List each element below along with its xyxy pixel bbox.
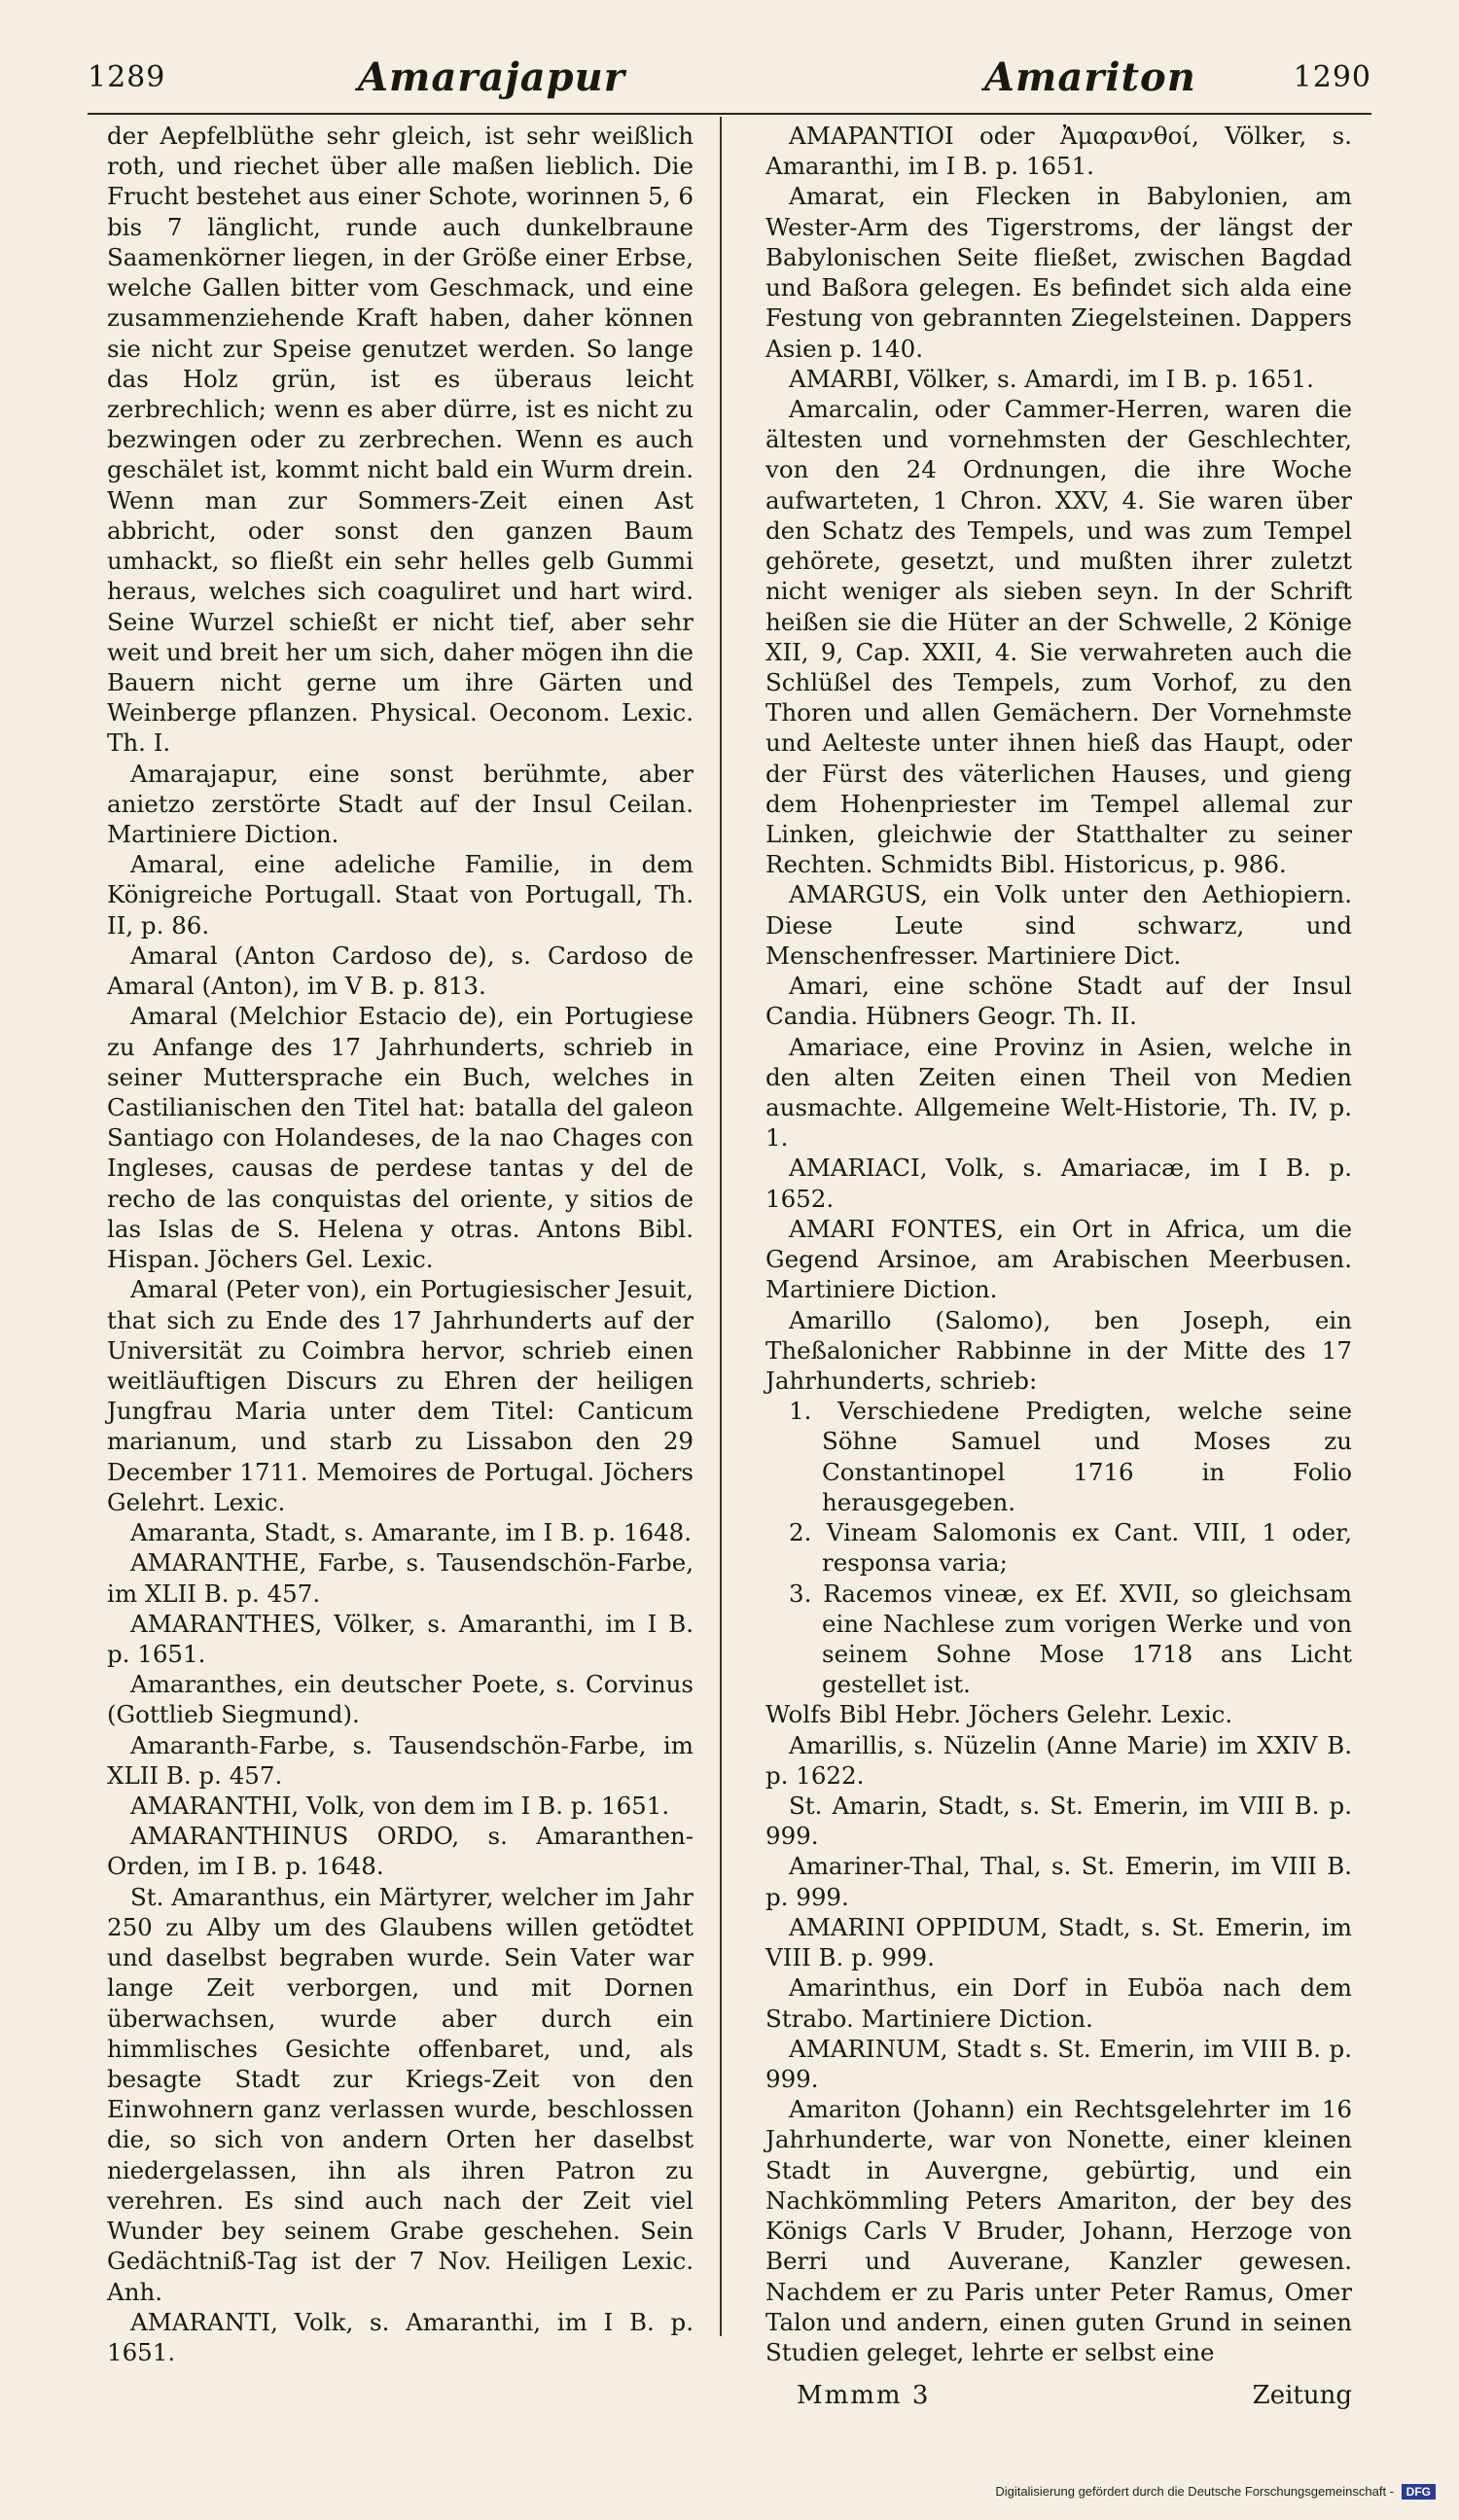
dictionary-entry: Amari, eine schöne Stadt auf der Insul Candia. Hübners Geogr. Th. II. [765,972,1352,1031]
dictionary-entry: Amarillo (Salomo), ben Joseph, ein Theßalonicher Rabbinne in der Mitte des 17 Jahrhunderts, schrieb: [765,1305,1352,1395]
dictionary-entry: AMARANTHI, Volk, von dem im I B. p. 1651. [130,1792,670,1821]
dictionary-entry: AMARBI, Völker, s. Amardi, im I B. p. 1651. [789,364,1314,393]
dictionary-entry: Amarillis, s. Nüzelin (Anne Marie) im XXIV B. p. 1622. [765,1730,1352,1790]
digitization-credit [953,2484,1436,2507]
dictionary-entry: AMARINI OPPIDUM, Stadt, s. St. Emerin, im VIII B. p. 999. [765,1912,1352,1972]
dictionary-entry: AMAPANTIOI oder Ἀμαρανθοί, Völker, s. Amaranthi, im I B. p. 1651. [765,122,1352,181]
dictionary-entry: Amaranthes, ein deutscher Poete, s. Corvinus (Gottlieb Siegmund). [107,1670,694,1729]
right-text-column [765,121,1352,2367]
dictionary-entry: der Aepfelblüthe sehr gleich, ist sehr weißlich roth, und riechet über alle maßen lieblich. Die Frucht bestehet aus einer Schote, worinnen 5, 6 bis 7 länglicht, runde auch dunkelbraune Saamenkörner liegen, in der Größe einer Erbse, welche Gallen bitter vom Geschmack, und eine zusammenziehende Kraft haben, daher können sie nicht zur Speise genutzet werden. So lange das Holz grün, ist es überaus leicht zerbrechlich; wenn es aber dürre, ist es nicht zu bezwingen oder zu zerbrechen. Wenn es auch geschälet ist, kommt nicht bald ein Wurm drein. Wenn man zur Sommers-Zeit einen Ast abbricht, oder sonst den ganzen Baum umhackt, so fließt ein sehr helles gelb Gummi heraus, welches sich coaguliret und hart wird. Seine Wurzel schießt er nicht tief, aber sehr weit und breit her um sich, daher mögen ihn die Bauern nicht gerne um ihre Gärten und Weinberge pflanzen. Physical. Oeconom. Lexic. Th. I. [107,122,694,758]
dictionary-entry: AMARINUM, Stadt s. St. Emerin, im VIII B. p. 999. [765,2034,1352,2093]
list-item: 1. Verschiedene Predigten, welche seine Söhne Samuel und Moses zu Constantinopel 1716 in Folio herausgegeben. [789,1397,1352,1516]
dictionary-entry: AMARANTHINUS ORDO, s. Amaranthen-Orden, im I B. p. 1648. [107,1822,694,1881]
page-header [88,51,1371,115]
dictionary-entry: Amaral, eine adeliche Familie, in dem Königreiche Portugall. Staat von Portugall, Th. II, p. 86. [107,850,694,940]
dictionary-entry: St. Amaranthus, ein Märtyrer, welcher im Jahr 250 zu Alby um des Glaubens willen getödtet und daselbst begraben wurde. Sein Vater war lange Zeit verborgen, und mit Dornen überwachsen, wurde aber durch ein himmlisches Gesichte offenbaret, und, als besagte Stadt zur Kriegs-Zeit von den Einwohnern ganz verlassen wurde, beschlossen die, so sich von andern Orten her daselbst niedergelassen, ihn als ihren Patron zu verehren. Es sind auch nach der Zeit viel Wunder bey seinem Grabe geschehen. Sein Gedächtniß-Tag ist der 7 Nov. Heiligen Lexic. Anh. [107,1882,694,2306]
dictionary-entry: AMARGUS, ein Volk unter den Aethiopiern. Diese Leute sind schwarz, und Menschenfresser. Martiniere Dict. [765,880,1352,970]
catchword: Zeitung [1252,2381,1352,2410]
right-column-number: 1290 [1293,60,1371,94]
page-footer [765,2381,1352,2420]
dictionary-entry: Wolfs Bibl Hebr. Jöchers Gelehr. Lexic. [765,1700,1233,1729]
dictionary-entry: Amaral (Anton Cardoso de), s. Cardoso de Amaral (Anton), im V B. p. 813. [107,941,694,1001]
dictionary-entry: St. Amarin, Stadt, s. St. Emerin, im VIII B. p. 999. [765,1792,1352,1851]
column-divider [720,117,722,2336]
left-guide-word: Amarajapur [358,54,625,100]
dictionary-entry: Amaranth-Farbe, s. Tausendschön-Farbe, im XLII B. p. 457. [107,1730,694,1790]
dictionary-entry: AMARANTHE, Farbe, s. Tausendschön-Farbe, im XLII B. p. 457. [107,1548,694,1608]
dictionary-entry: Amaral (Peter von), ein Portugiesischer Jesuit, that sich zu Ende des 17 Jahrhunderts auf der Universität zu Coimbra hervor, schrieb einen weitläuftigen Discurs zu Ehren der heiligen Jungfrau Maria unter dem Titel: Canticum marianum, und starb zu Lissabon den 29 December 1711. Memoires de Portugal. Jöchers Gelehrt. Lexic. [107,1275,694,1516]
left-text-column [107,121,694,2367]
dfg-logo: DFG [1402,2484,1436,2500]
right-guide-word: Amariton [984,54,1196,100]
list-item: 2. Vineam Salomonis ex Cant. VIII, 1 oder, responsa varia; [789,1518,1352,1578]
dictionary-entry: AMARANTHES, Völker, s. Amaranthi, im I B. p. 1651. [107,1609,694,1668]
left-column-number: 1289 [88,60,166,94]
signature-mark: Mmmm 3 [797,2381,931,2410]
dictionary-entry: Amarat, ein Flecken in Babylonien, am Wester-Arm des Tigerstroms, der längst der Babylonischen Seite fließet, zwischen Bagdad und Baßora gelegen. Es befindet sich alda eine Festung von gebrannten Ziegelsteinen. Dappers Asien p. 140. [765,182,1352,363]
dictionary-entry: Amarinthus, ein Dorf in Euböa nach dem Strabo. Martiniere Diction. [765,1973,1352,2033]
dictionary-entry: AMARI FONTES, ein Ort in Africa, um die Gegend Arsinoe, am Arabischen Meerbusen. Martiniere Diction. [765,1214,1352,1304]
dictionary-entry: Amarcalin, oder Cammer-Herren, waren die ältesten und vornehmsten der Geschlechter, von den 24 Ordnungen, die ihre Woche aufwarteten, 1 Chron. XXV, 4. Sie waren über den Schatz des Tempels, und was zum Tempel gehörete, gesetzt, und mußten ihrer zuletzt nicht weniger als sieben seyn. In der Schrift heißen sie die Hüter an der Schwelle, 2 Könige XII, 9, Cap. XXII, 4. Sie verwahreten auch die Schlüßel des Tempels, zum Vorhof, zu den Thoren und allen Gemächern. Der Vornehmste und Aelteste unter ihnen hieß das Haupt, oder der Fürst des väterlichen Hauses, und gieng dem Hohenpriester im Tempel allemal zur Linken, gleichwie der Statthalter zu seiner Rechten. Schmidts Bibl. Historicus, p. 986. [765,394,1352,879]
credit-text: Digitalisierung gefördert durch die Deutsche Forschungsgemeinschaft - [995,2484,1395,2499]
dictionary-entry: Amariace, eine Provinz in Asien, welche in den alten Zeiten einen Theil von Medien ausmachte. Allgemeine Welt-Historie, Th. IV, p. 1. [765,1032,1352,1153]
dictionary-entry: AMARANTI, Volk, s. Amaranthi, im I B. p. 1651. [107,2307,694,2366]
list-item: 3. Racemos vineæ, ex Ef. XVII, so gleichsam eine Nachlese zum vorigen Werke und von seinem Sohne Mose 1718 ans Licht gestellet ist. [789,1579,1352,1699]
dictionary-entry: Amaranta, Stadt, s. Amarante, im I B. p. 1648. [130,1518,692,1547]
dictionary-entry: Amariton (Johann) ein Rechtsgelehrter im 16 Jahrhunderte, war von Nonette, einer kleinen Stadt in Auvergne, gebürtig, und ein Nachkömmling Peters Amariton, der bey des Königs Carls V Bruder, Johann, Herzoge von Berri und Auverane, Kanzler gewesen. Nachdem er zu Paris unter Peter Ramus, Omer Talon und andern, einen guten Grund in seinen Studien geleget, lehrte er selbst eine [765,2095,1352,2366]
dictionary-entry: AMARIACI, Volk, s. Amariacæ, im I B. p. 1652. [765,1154,1352,1213]
dictionary-entry: Amariner-Thal, Thal, s. St. Emerin, im VIII B. p. 999. [765,1852,1352,1911]
dictionary-entry: Amaral (Melchior Estacio de), ein Portugiese zu Anfange des 17 Jahrhunderts, schrieb in seiner Muttersprache ein Buch, welches in Castilianischen den Titel hat: batalla del galeon Santiago con Holandeses, de la nao Chages con Ingleses, causas de perdese tantas y del de recho de las conquistas del oriente, y sitios de las Islas de S. Helena y otras. Antons Bibl. Hispan. Jöchers Gel. Lexic. [107,1002,694,1274]
dictionary-entry: Amarajapur, eine sonst berühmte, aber anietzo zerstörte Stadt auf der Insul Ceilan. Martiniere Diction. [107,759,694,849]
